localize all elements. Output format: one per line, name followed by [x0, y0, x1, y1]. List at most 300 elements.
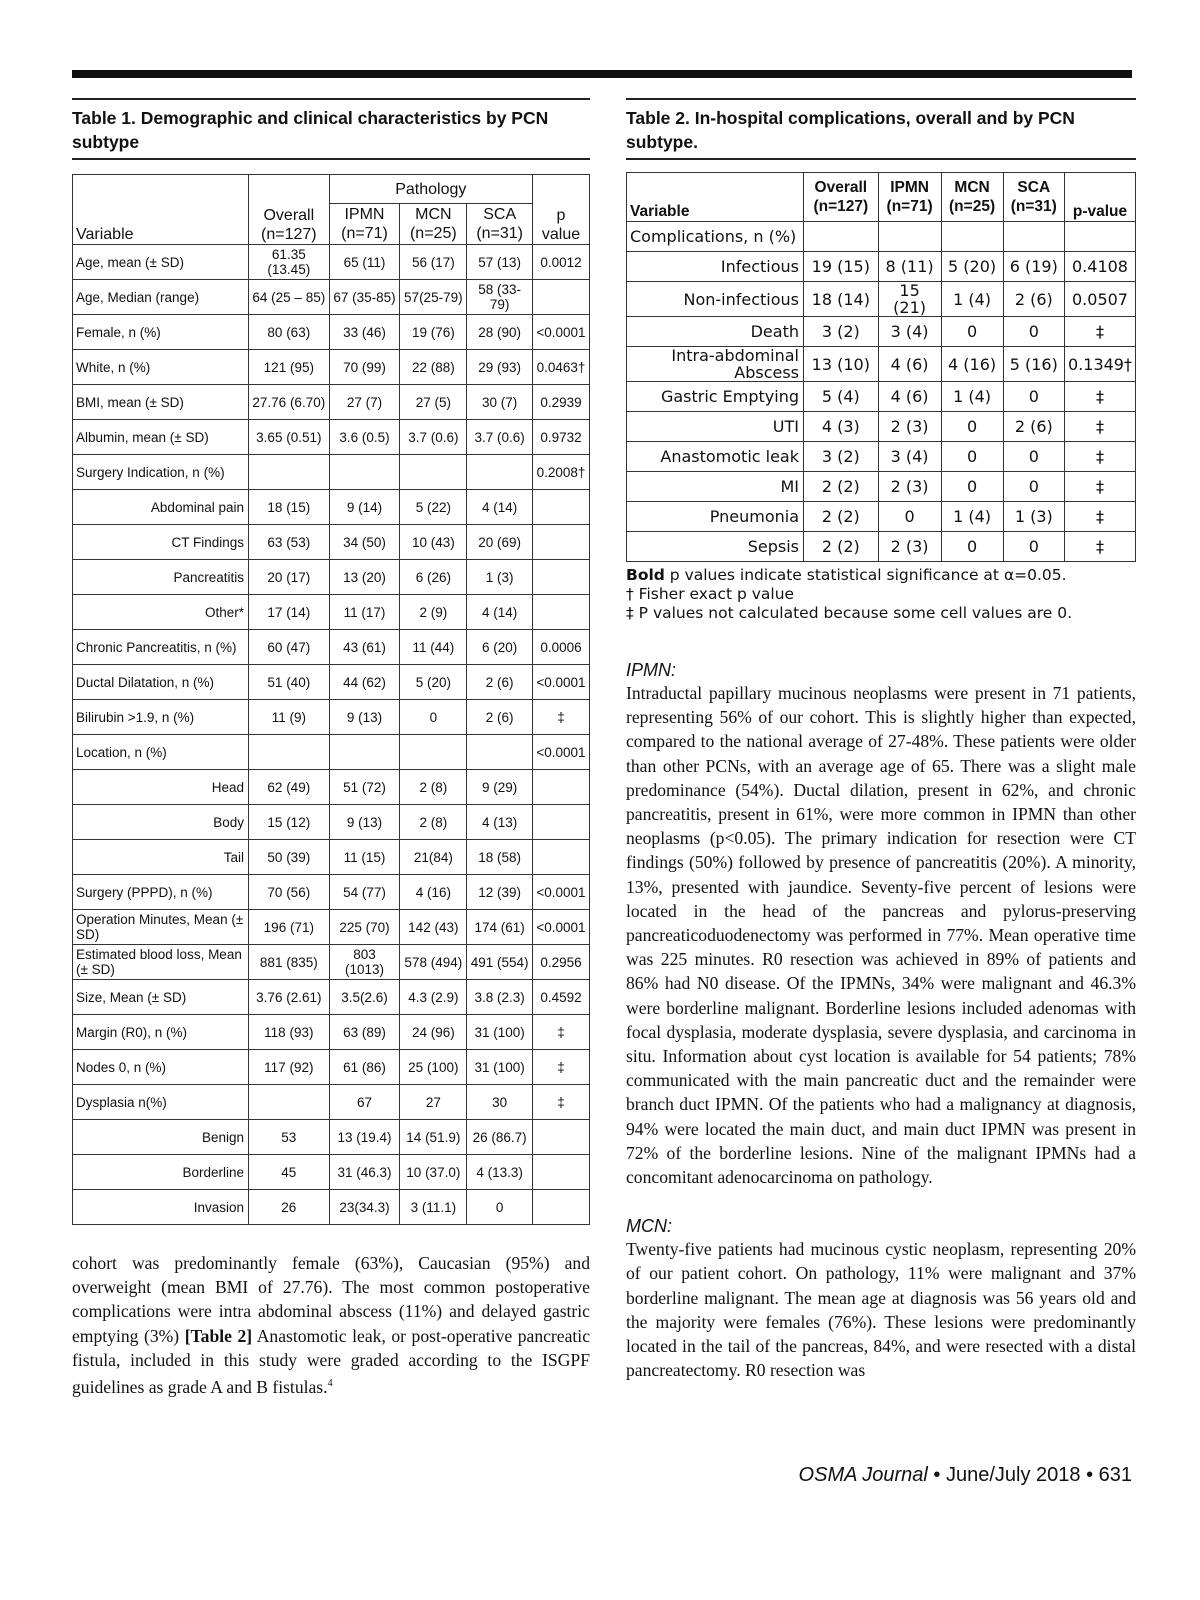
- t1-mcn-cell: 5 (22): [400, 490, 467, 525]
- table-row: [73, 455, 590, 490]
- t1-variable-cell: Margin (R0), n (%): [73, 1015, 249, 1050]
- t1-ipmn-cell: 23(34.3): [329, 1190, 400, 1225]
- t1-pvalue-cell: 0.2008†: [532, 455, 589, 490]
- t1-sca-cell: 2 (6): [467, 700, 533, 735]
- t1-mcn-cell: 142 (43): [400, 910, 467, 945]
- journal-name: OSMA Journal: [798, 1464, 928, 1486]
- mcn-section: [626, 1215, 1136, 1382]
- t2-mcn-cell: 1 (4): [941, 382, 1003, 412]
- t1-variable-cell: Surgery (PPPD), n (%): [73, 875, 249, 910]
- t1-ipmn-cell: 31 (46.3): [329, 1155, 400, 1190]
- mcn-paragraph: Twenty-five patients had mucinous cystic neoplasm, representing 20% of our patient cohort. On pathology, 11% were malignant and 37% borderline malignant. The mean age at diagnosis was 56 years old and the majority were females (76%). These lesions were predominantly located in the tail of the pancreas, 84%, and were resected with a distal pancreatectomy. R0 resection was: [626, 1239, 1136, 1381]
- t1-sca-cell: 12 (39): [467, 875, 533, 910]
- t1-mcn-cell: 2 (9): [400, 595, 467, 630]
- t1-pvalue-cell: <0.0001: [532, 910, 589, 945]
- t1-sca-cell: 2 (6): [467, 665, 533, 700]
- t1-variable-cell: CT Findings: [73, 525, 249, 560]
- t1-mcn-cell: 10 (43): [400, 525, 467, 560]
- t1-header-pvalue: p value: [532, 175, 589, 245]
- t1-sca-cell: 0: [467, 1190, 533, 1225]
- t1-variable-cell: Estimated blood loss, Mean (± SD): [73, 945, 249, 980]
- t1-mcn-cell: 4 (16): [400, 875, 467, 910]
- t2-sca-cell: 6 (19): [1003, 252, 1064, 282]
- t1-sca-cell: 174 (61): [467, 910, 533, 945]
- t2-ipmn-cell: 3 (4): [878, 317, 941, 347]
- table-row: [73, 280, 590, 315]
- t2-sca-cell: 0: [1003, 472, 1064, 502]
- table-row: [73, 945, 590, 980]
- t1-overall-cell: 17 (14): [249, 595, 330, 630]
- t1-overall-cell: [249, 735, 330, 770]
- t2-ipmn-cell: 2 (3): [878, 532, 941, 562]
- t1-ipmn-cell: 13 (19.4): [329, 1120, 400, 1155]
- table-row: [73, 525, 590, 560]
- table-row: [73, 490, 590, 525]
- t2-overall-cell: 5 (4): [804, 382, 879, 412]
- t2-pvalue-cell: ‡: [1064, 442, 1135, 472]
- t1-mcn-cell: [400, 455, 467, 490]
- left-body-paragraph: [72, 1251, 590, 1399]
- table-row: [73, 630, 590, 665]
- top-rule: [72, 70, 1132, 78]
- t1-variable-cell: BMI, mean (± SD): [73, 385, 249, 420]
- t1-sca-cell: 57 (13): [467, 245, 533, 280]
- t1-overall-cell: 20 (17): [249, 560, 330, 595]
- t1-mcn-cell: 4.3 (2.9): [400, 980, 467, 1015]
- table-row: [73, 735, 590, 770]
- ipmn-section: [626, 659, 1136, 1189]
- t2-pvalue-cell: ‡: [1064, 317, 1135, 347]
- t2-mcn-cell: 0: [941, 472, 1003, 502]
- t1-overall-cell: 27.76 (6.70): [249, 385, 330, 420]
- t1-mcn-cell: 2 (8): [400, 805, 467, 840]
- t1-mcn-cell: 56 (17): [400, 245, 467, 280]
- t2-section-label: Complications, n (%): [627, 222, 804, 252]
- t2-overall-cell: 13 (10): [804, 347, 879, 382]
- table-row: [73, 840, 590, 875]
- t2-pvalue-cell: 0.1349†: [1064, 347, 1135, 382]
- table-row: [73, 1085, 590, 1120]
- t2-header-ipmn: IPMN (n=71): [878, 173, 941, 222]
- t1-mcn-cell: 2 (8): [400, 770, 467, 805]
- table2-caption: Table 2. In-hospital complications, overall and by PCN subtype.: [626, 98, 1136, 160]
- t1-variable-cell: Borderline: [73, 1155, 249, 1190]
- t1-overall-cell: 45: [249, 1155, 330, 1190]
- t1-mcn-cell: 19 (76): [400, 315, 467, 350]
- t2-ipmn-cell: 2 (3): [878, 412, 941, 442]
- table-row: [627, 472, 1136, 502]
- t1-ipmn-cell: 63 (89): [329, 1015, 400, 1050]
- table-row: [627, 347, 1136, 382]
- t2-sca-cell: 5 (16): [1003, 347, 1064, 382]
- t2-overall-cell: 3 (2): [804, 317, 879, 347]
- table-row: [627, 382, 1136, 412]
- t1-variable-cell: Operation Minutes, Mean (± SD): [73, 910, 249, 945]
- t1-sca-cell: 4 (13): [467, 805, 533, 840]
- t1-ipmn-cell: 34 (50): [329, 525, 400, 560]
- table-row: [73, 1015, 590, 1050]
- ipmn-paragraph: Intraductal papillary mucinous neoplasms were present in 71 patients, representing 56% of our cohort. This is slightly higher than expected, compared to the national average of 27-48%. These patients were older than other PCNs, with an average age of 65. There was a slight male predominance (54%). Ductal dilation, present in 62%, and chronic pancreatitis, present in 61%, were more common in IPMN than other neoplasms (p<0.05). The primary indication for resection were CT findings (50%) followed by presence of pancreatitis (20%). A minority, 13%, presented with jaundice. Seventy-five percent of lesions were located in the head of the pancreas and pylorus-preserving pancreaticoduodenectomy was performed in 77%. Mean operative time was 225 minutes. R0 resection was achieved in 89% of patients and 86% had N0 disease. Of the IPMNs, 34% were malignant and 46.3% were borderline malignant. Borderline lesions included adenomas with focal dysplasia, moderate dysplasia, severe dysplasia, and carcinoma in situ. Information about cyst location is available for 54 patients; 78% communicated with the main pancreatic duct and the remainder were branch duct IPMN. Of the patients who had a malignancy at diagnosis, 94% were located the main duct, and main duct IPMN was present in 72% of the borderline lesions. Nine of the malignant IPMNs had a concomitant adenocarcinoma on pathology.: [626, 683, 1136, 1188]
- issue-and-page: • June/July 2018 • 631: [927, 1464, 1132, 1486]
- t1-overall-cell: 117 (92): [249, 1050, 330, 1085]
- table-row: [73, 420, 590, 455]
- t2-variable-cell: MI: [627, 472, 804, 502]
- t2-ipmn-cell: 15 (21): [878, 282, 941, 317]
- t1-ipmn-cell: [329, 735, 400, 770]
- t1-overall-cell: 121 (95): [249, 350, 330, 385]
- t1-ipmn-cell: 11 (15): [329, 840, 400, 875]
- t1-ipmn-cell: 65 (11): [329, 245, 400, 280]
- t1-overall-cell: 70 (56): [249, 875, 330, 910]
- t2-pvalue-cell: 0.4108: [1064, 252, 1135, 282]
- empty-cell: [1064, 222, 1135, 252]
- t1-variable-cell: Abdominal pain: [73, 490, 249, 525]
- t2-sca-cell: 0: [1003, 382, 1064, 412]
- t1-pvalue-cell: [532, 560, 589, 595]
- table-row: [73, 385, 590, 420]
- t1-ipmn-cell: 51 (72): [329, 770, 400, 805]
- t1-ipmn-cell: 9 (13): [329, 700, 400, 735]
- table-row: [627, 282, 1136, 317]
- t1-mcn-cell: 24 (96): [400, 1015, 467, 1050]
- t1-overall-cell: 196 (71): [249, 910, 330, 945]
- t1-mcn-cell: 11 (44): [400, 630, 467, 665]
- t1-overall-cell: 61.35 (13.45): [249, 245, 330, 280]
- t2-ipmn-cell: 0: [878, 502, 941, 532]
- t1-mcn-cell: 578 (494): [400, 945, 467, 980]
- t1-pvalue-cell: [532, 1120, 589, 1155]
- table-row: [73, 595, 590, 630]
- t1-variable-cell: Tail: [73, 840, 249, 875]
- table-row: [627, 532, 1136, 562]
- t1-overall-cell: 15 (12): [249, 805, 330, 840]
- t1-pvalue-cell: <0.0001: [532, 665, 589, 700]
- t2-header-mcn: MCN (n=25): [941, 173, 1003, 222]
- t1-sca-cell: 6 (20): [467, 630, 533, 665]
- table-row: [73, 1050, 590, 1085]
- table-row: [73, 245, 590, 280]
- table-row: [73, 770, 590, 805]
- left-body-text: cohort was predominantly female (63%), Caucasian (95%) and overweight (mean BMI of 27.76). The most common postoperative complications were intra abdominal abscess (11%) and delayed gastric emptying (3%): [72, 1253, 590, 1346]
- t1-variable-cell: Female, n (%): [73, 315, 249, 350]
- table-row: [73, 1190, 590, 1225]
- t2-mcn-cell: 1 (4): [941, 502, 1003, 532]
- t1-variable-cell: Other*: [73, 595, 249, 630]
- table2: [626, 172, 1136, 562]
- t1-variable-cell: Age, mean (± SD): [73, 245, 249, 280]
- table1: [72, 174, 590, 1225]
- t1-ipmn-cell: 61 (86): [329, 1050, 400, 1085]
- t2-mcn-cell: 0: [941, 317, 1003, 347]
- t2-ipmn-cell: 8 (11): [878, 252, 941, 282]
- t1-mcn-cell: 22 (88): [400, 350, 467, 385]
- t1-mcn-cell: 14 (51.9): [400, 1120, 467, 1155]
- t2-overall-cell: 2 (2): [804, 472, 879, 502]
- t1-overall-cell: 11 (9): [249, 700, 330, 735]
- t1-variable-cell: White, n (%): [73, 350, 249, 385]
- t1-mcn-cell: 21(84): [400, 840, 467, 875]
- table1-caption: Table 1. Demographic and clinical characteristics by PCN subtype: [72, 98, 590, 160]
- t2-overall-cell: 4 (3): [804, 412, 879, 442]
- t1-overall-cell: 64 (25 – 85): [249, 280, 330, 315]
- t2-mcn-cell: 0: [941, 412, 1003, 442]
- t1-variable-cell: Bilirubin >1.9, n (%): [73, 700, 249, 735]
- t2-pvalue-cell: ‡: [1064, 502, 1135, 532]
- t2-overall-cell: 3 (2): [804, 442, 879, 472]
- t2-variable-cell: Sepsis: [627, 532, 804, 562]
- t1-variable-cell: Head: [73, 770, 249, 805]
- table-row: [73, 700, 590, 735]
- t2-variable-cell: Death: [627, 317, 804, 347]
- t1-overall-cell: 53: [249, 1120, 330, 1155]
- t2-ipmn-cell: 4 (6): [878, 347, 941, 382]
- t1-mcn-cell: 27 (5): [400, 385, 467, 420]
- t1-overall-cell: 881 (835): [249, 945, 330, 980]
- t2-sca-cell: 1 (3): [1003, 502, 1064, 532]
- left-body-text-cont: Anastomotic leak, or post-operative pancreatic fistula, included in this study were graded according to the ISGPF guidelines as grade A and B fistulas.: [72, 1325, 590, 1397]
- t1-pvalue-cell: [532, 1155, 589, 1190]
- t1-overall-cell: 18 (15): [249, 490, 330, 525]
- t1-ipmn-cell: 3.5(2.6): [329, 980, 400, 1015]
- t2-sca-cell: 0: [1003, 317, 1064, 347]
- t2-sca-cell: 0: [1003, 442, 1064, 472]
- empty-cell: [1003, 222, 1064, 252]
- t2-sca-cell: 2 (6): [1003, 282, 1064, 317]
- t1-sca-cell: 9 (29): [467, 770, 533, 805]
- t1-pvalue-cell: <0.0001: [532, 735, 589, 770]
- t2-header-pvalue: p-value: [1064, 173, 1135, 222]
- t1-sca-cell: 20 (69): [467, 525, 533, 560]
- t1-header-pathology: Pathology: [329, 175, 532, 204]
- t1-ipmn-cell: 13 (20): [329, 560, 400, 595]
- t1-overall-cell: 3.65 (0.51): [249, 420, 330, 455]
- t1-overall-cell: [249, 1085, 330, 1120]
- t1-sca-cell: 491 (554): [467, 945, 533, 980]
- t1-sca-cell: 3.7 (0.6): [467, 420, 533, 455]
- t1-pvalue-cell: 0.2956: [532, 945, 589, 980]
- t1-pvalue-cell: [532, 595, 589, 630]
- note-significance: [626, 566, 1136, 585]
- table1-body: [73, 245, 590, 1225]
- t2-pvalue-cell: ‡: [1064, 412, 1135, 442]
- t1-overall-cell: 63 (53): [249, 525, 330, 560]
- t1-sca-cell: [467, 455, 533, 490]
- empty-cell: [804, 222, 879, 252]
- table-row: [73, 1120, 590, 1155]
- t1-sca-cell: 30: [467, 1085, 533, 1120]
- t1-overall-cell: 80 (63): [249, 315, 330, 350]
- t1-mcn-cell: 25 (100): [400, 1050, 467, 1085]
- t2-mcn-cell: 0: [941, 532, 1003, 562]
- t1-pvalue-cell: [532, 280, 589, 315]
- mcn-heading: MCN:: [626, 1216, 672, 1237]
- t1-pvalue-cell: [532, 525, 589, 560]
- right-column: [626, 98, 1136, 1382]
- table-row: [73, 560, 590, 595]
- t1-ipmn-cell: 54 (77): [329, 875, 400, 910]
- t2-mcn-cell: 4 (16): [941, 347, 1003, 382]
- t1-variable-cell: Invasion: [73, 1190, 249, 1225]
- t1-variable-cell: Nodes 0, n (%): [73, 1050, 249, 1085]
- t1-pvalue-cell: [532, 770, 589, 805]
- t1-sca-cell: 4 (13.3): [467, 1155, 533, 1190]
- t1-variable-cell: Location, n (%): [73, 735, 249, 770]
- t1-variable-cell: Benign: [73, 1120, 249, 1155]
- t2-mcn-cell: 1 (4): [941, 282, 1003, 317]
- t1-ipmn-cell: 44 (62): [329, 665, 400, 700]
- t1-sca-cell: [467, 735, 533, 770]
- note-bold-word: Bold: [626, 566, 665, 584]
- t2-sca-cell: 2 (6): [1003, 412, 1064, 442]
- t1-sca-cell: 30 (7): [467, 385, 533, 420]
- t1-mcn-cell: 27: [400, 1085, 467, 1120]
- t1-variable-cell: Age, Median (range): [73, 280, 249, 315]
- t1-sca-cell: 26 (86.7): [467, 1120, 533, 1155]
- t2-overall-cell: 19 (15): [804, 252, 879, 282]
- t1-sca-cell: 4 (14): [467, 595, 533, 630]
- t1-ipmn-cell: 3.6 (0.5): [329, 420, 400, 455]
- t1-sca-cell: 28 (90): [467, 315, 533, 350]
- table-row: [73, 350, 590, 385]
- t1-ipmn-cell: 225 (70): [329, 910, 400, 945]
- t1-pvalue-cell: [532, 805, 589, 840]
- t1-ipmn-cell: 11 (17): [329, 595, 400, 630]
- t1-mcn-cell: 0: [400, 700, 467, 735]
- t1-sca-cell: 58 (33-79): [467, 280, 533, 315]
- table-row: [73, 805, 590, 840]
- table-row: [627, 412, 1136, 442]
- t2-overall-cell: 2 (2): [804, 502, 879, 532]
- t2-sca-cell: 0: [1003, 532, 1064, 562]
- t2-ipmn-cell: 3 (4): [878, 442, 941, 472]
- t1-variable-cell: Chronic Pancreatitis, n (%): [73, 630, 249, 665]
- t1-overall-cell: 51 (40): [249, 665, 330, 700]
- table-row: [627, 222, 1136, 252]
- t1-header-sca: SCA (n=31): [467, 204, 533, 245]
- t1-pvalue-cell: ‡: [532, 1050, 589, 1085]
- t2-variable-cell: Anastomotic leak: [627, 442, 804, 472]
- t1-pvalue-cell: 0.9732: [532, 420, 589, 455]
- t2-mcn-cell: 5 (20): [941, 252, 1003, 282]
- note-significance-text: p values indicate statistical significance at α=0.05.: [664, 566, 1067, 584]
- t1-pvalue-cell: 0.0463†: [532, 350, 589, 385]
- t1-header-overall: Overall (n=127): [249, 175, 330, 245]
- t1-ipmn-cell: 33 (46): [329, 315, 400, 350]
- t2-header-variable: Variable: [627, 173, 804, 222]
- t1-pvalue-cell: 0.4592: [532, 980, 589, 1015]
- t1-variable-cell: Body: [73, 805, 249, 840]
- t1-variable-cell: Size, Mean (± SD): [73, 980, 249, 1015]
- t1-mcn-cell: 3 (11.1): [400, 1190, 467, 1225]
- t2-variable-cell: Pneumonia: [627, 502, 804, 532]
- t2-variable-cell: Non-infectious: [627, 282, 804, 317]
- t1-variable-cell: Surgery Indication, n (%): [73, 455, 249, 490]
- table2-body: [627, 222, 1136, 562]
- t1-ipmn-cell: 9 (13): [329, 805, 400, 840]
- table-row: [627, 252, 1136, 282]
- t1-ipmn-cell: 70 (99): [329, 350, 400, 385]
- t2-pvalue-cell: ‡: [1064, 532, 1135, 562]
- table-row: [73, 665, 590, 700]
- t1-overall-cell: 60 (47): [249, 630, 330, 665]
- t2-variable-cell: UTI: [627, 412, 804, 442]
- t1-ipmn-cell: 27 (7): [329, 385, 400, 420]
- table2-reference: [Table 2]: [184, 1325, 253, 1346]
- t1-pvalue-cell: 0.0012: [532, 245, 589, 280]
- t2-ipmn-cell: 4 (6): [878, 382, 941, 412]
- t2-pvalue-cell: 0.0507: [1064, 282, 1135, 317]
- t2-variable-cell: Gastric Emptying: [627, 382, 804, 412]
- t1-mcn-cell: 57(25-79): [400, 280, 467, 315]
- empty-cell: [941, 222, 1003, 252]
- table-row: [73, 315, 590, 350]
- t1-sca-cell: 3.8 (2.3): [467, 980, 533, 1015]
- t1-sca-cell: 29 (93): [467, 350, 533, 385]
- t2-ipmn-cell: 2 (3): [878, 472, 941, 502]
- empty-cell: [878, 222, 941, 252]
- t1-pvalue-cell: <0.0001: [532, 875, 589, 910]
- table-row: [73, 910, 590, 945]
- t2-overall-cell: 2 (2): [804, 532, 879, 562]
- table2-notes: [626, 566, 1136, 623]
- t2-variable-cell: Infectious: [627, 252, 804, 282]
- t1-sca-cell: 31 (100): [467, 1015, 533, 1050]
- t1-pvalue-cell: ‡: [532, 1085, 589, 1120]
- t1-variable-cell: Pancreatitis: [73, 560, 249, 595]
- t1-overall-cell: 50 (39): [249, 840, 330, 875]
- t1-header-variable: Variable: [73, 175, 249, 245]
- t2-header-sca: SCA (n=31): [1003, 173, 1064, 222]
- t1-pvalue-cell: ‡: [532, 1015, 589, 1050]
- t1-pvalue-cell: <0.0001: [532, 315, 589, 350]
- table-row: [627, 442, 1136, 472]
- t1-mcn-cell: 5 (20): [400, 665, 467, 700]
- t1-header-mcn: MCN (n=25): [400, 204, 467, 245]
- footnote-ref: 4: [327, 1378, 333, 1390]
- t2-pvalue-cell: ‡: [1064, 382, 1135, 412]
- table-row: [73, 1155, 590, 1190]
- t2-overall-cell: 18 (14): [804, 282, 879, 317]
- t1-pvalue-cell: 0.0006: [532, 630, 589, 665]
- note-not-calculated: ‡ P values not calculated because some cell values are 0.: [626, 604, 1073, 622]
- t1-ipmn-cell: 67 (35-85): [329, 280, 400, 315]
- t2-header-overall: Overall (n=127): [804, 173, 879, 222]
- t1-header-ipmn: IPMN (n=71): [329, 204, 400, 245]
- t1-variable-cell: Ductal Dilatation, n (%): [73, 665, 249, 700]
- t1-pvalue-cell: 0.2939: [532, 385, 589, 420]
- t1-mcn-cell: 3.7 (0.6): [400, 420, 467, 455]
- t1-sca-cell: 18 (58): [467, 840, 533, 875]
- t1-pvalue-cell: [532, 1190, 589, 1225]
- t1-sca-cell: 31 (100): [467, 1050, 533, 1085]
- t1-overall-cell: [249, 455, 330, 490]
- t1-pvalue-cell: [532, 490, 589, 525]
- t1-ipmn-cell: 803 (1013): [329, 945, 400, 980]
- t1-overall-cell: 118 (93): [249, 1015, 330, 1050]
- t1-sca-cell: 4 (14): [467, 490, 533, 525]
- table-row: [627, 502, 1136, 532]
- t1-variable-cell: Dysplasia n(%): [73, 1085, 249, 1120]
- table-row: [73, 875, 590, 910]
- page-footer: [799, 1464, 1132, 1487]
- t1-mcn-cell: 6 (26): [400, 560, 467, 595]
- left-column: [72, 98, 590, 1399]
- t1-variable-cell: Albumin, mean (± SD): [73, 420, 249, 455]
- table-row: [627, 317, 1136, 347]
- t1-ipmn-cell: 9 (14): [329, 490, 400, 525]
- t1-overall-cell: 26: [249, 1190, 330, 1225]
- note-fisher: † Fisher exact p value: [626, 585, 795, 603]
